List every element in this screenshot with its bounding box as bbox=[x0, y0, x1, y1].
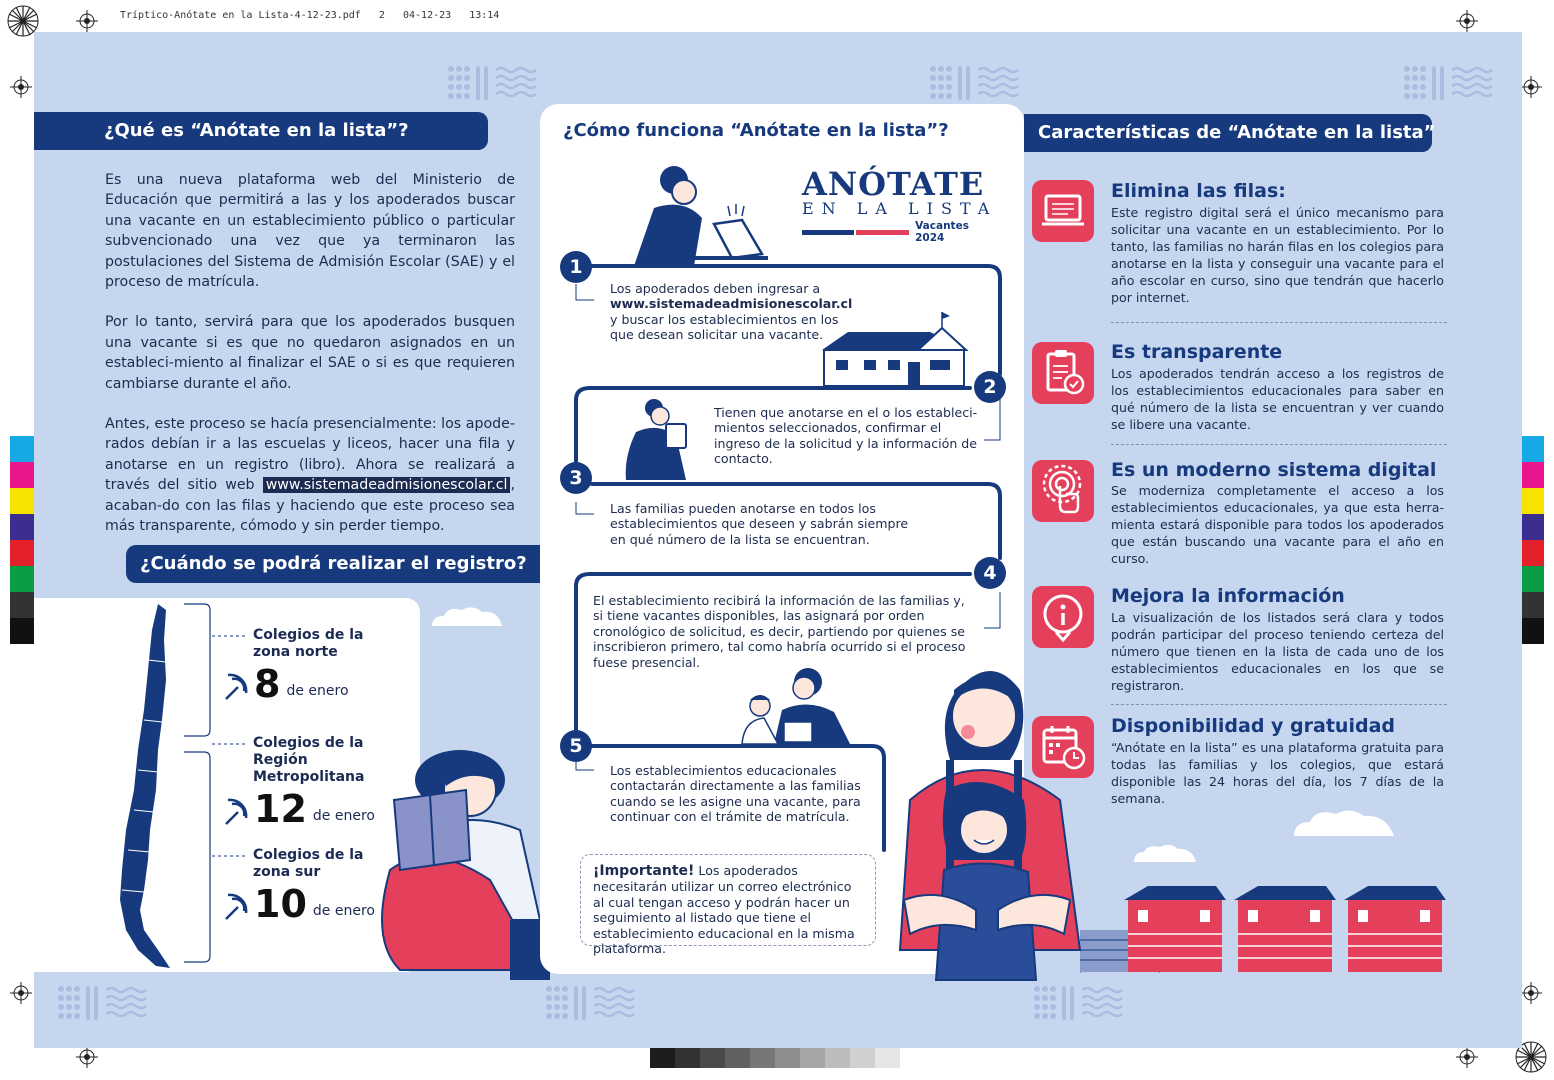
logo-title: ANÓTATE bbox=[802, 165, 985, 203]
school-building-illustration bbox=[818, 310, 974, 388]
cloud-icon bbox=[1290, 806, 1400, 838]
feature-4-icon-box bbox=[1032, 586, 1094, 648]
gray-calibration-strip bbox=[650, 1046, 900, 1068]
info-icon bbox=[1032, 586, 1094, 648]
color-calibration-strip bbox=[1520, 436, 1544, 644]
registration-mark-icon bbox=[1456, 10, 1478, 32]
tap-signal-icon bbox=[222, 796, 248, 828]
zone-day: 12 bbox=[254, 787, 307, 831]
feature-1-text: Este registro digital será el único mecanismo para solicitar una vacante en un establecimiento. Por lo tanto, las familias no harán filas en los colegios para anotarse en la lista y conseguir una vacante para el año escolar en curso, sino que tendrán que hacerlo por internet. bbox=[1111, 205, 1444, 305]
feature-1-icon-box bbox=[1032, 180, 1094, 242]
logo-subtitle: EN LA LISTA bbox=[802, 199, 998, 218]
logo-bar-red bbox=[856, 230, 910, 235]
file-date: 04-12-23 bbox=[402, 10, 452, 21]
step-2-text: Tienen que anotarse en el o los estableci-mientos seleccionados, confirmar el ingreso de la solicitud y la información de contacto. bbox=[714, 405, 978, 467]
chile-map-icon bbox=[104, 600, 184, 972]
feature-2-icon-box bbox=[1032, 342, 1094, 404]
step-1-url[interactable]: www.sistemadeadmisionescolar.cl bbox=[610, 296, 853, 312]
step-2-badge: 2 bbox=[974, 371, 1006, 403]
file-time: 13:14 bbox=[469, 10, 500, 21]
feature-4-text: La visualización de los listados será clara y todos podrán participar del proceso teniendo certeza del número que tienen en la lista de cada uno de los establecimientos educacionales en los que se registraron. bbox=[1111, 610, 1444, 693]
zone-day: 8 bbox=[254, 662, 281, 706]
step-5-badge: 5 bbox=[560, 730, 592, 762]
paragraph-3-start: Antes, este proceso se hacía presencialmente: los apode-rados debían ir a las escuelas y liceos, hacer una fila y anotarse en un registro (libro). Ahora se realizará a través del sitio web bbox=[105, 416, 515, 494]
step-5-text: Los establecimientos educacionales contactarán directamente a las familias cuando se les asigne una vacante, para continuar con el trámite de matrícula. bbox=[610, 763, 861, 825]
registration-mark-icon bbox=[1456, 1046, 1478, 1068]
file-header bbox=[120, 10, 499, 21]
registration-mark-icon bbox=[10, 982, 32, 1004]
woman-tablet-illustration bbox=[622, 396, 698, 484]
cloud-icon bbox=[1130, 842, 1200, 864]
file-name: Tríptico-Anótate en la Lista-4-12-23.pdf bbox=[120, 10, 361, 21]
zone-label: Colegios de la zona sur bbox=[253, 847, 364, 880]
registration-mark-icon bbox=[1520, 982, 1542, 1004]
laptop-icon bbox=[1032, 180, 1094, 242]
tap-signal-icon bbox=[222, 671, 248, 703]
file-page: 2 bbox=[378, 10, 385, 21]
what-is-body bbox=[105, 170, 515, 557]
decorative-pattern-icon bbox=[928, 64, 1022, 102]
feature-4-title: Mejora la información bbox=[1111, 585, 1345, 607]
decorative-pattern-icon bbox=[446, 64, 540, 102]
what-is-paragraph-1: Es una nueva plataforma web del Ministerio de Educación que permitirá a las y los apoderados buscar una vacante en un establecimiento público o particular subvencionado una vez que ya terminaron las postulaciones del Sistema de Admisión Escolar (SAE) y el proceso de matrícula. bbox=[105, 172, 515, 291]
when-heading: ¿Cuándo se podrá realizar el registro? bbox=[126, 545, 540, 583]
step-3-text: Las familias pueden anotarse en todos los establecimientos que deseen y sabrán siempre en qué número de la lista se encuentran. bbox=[610, 501, 909, 547]
zone-month: de enero bbox=[312, 808, 375, 824]
zone-day: 10 bbox=[254, 882, 307, 926]
registration-mark-icon bbox=[10, 76, 32, 98]
registration-mark-icon bbox=[1520, 76, 1542, 98]
zone-month: de enero bbox=[286, 683, 349, 699]
step-3-badge: 3 bbox=[560, 462, 592, 494]
registration-mark-icon bbox=[76, 1046, 98, 1068]
houses-illustration bbox=[1080, 884, 1450, 976]
feature-2-text: Los apoderados tendrán acceso a los registros de los establecimientos educacionales para saber en qué número de la lista se encuentran y ver cuando se libere una vacante. bbox=[1111, 366, 1444, 432]
website-link[interactable]: www.sistemadeadmisionescolar.cl bbox=[263, 477, 511, 493]
mother-daughter-illustration bbox=[880, 650, 1100, 1000]
feature-separator bbox=[1111, 704, 1447, 705]
logo-bar-blue bbox=[802, 230, 854, 235]
parent-child-illustration bbox=[734, 660, 858, 746]
feature-separator bbox=[1111, 322, 1447, 323]
zone-label: Colegios de la Región Metropolitana bbox=[253, 735, 365, 785]
important-label: ¡Importante! bbox=[593, 863, 695, 879]
zone-month: de enero bbox=[312, 903, 375, 919]
cloud-icon bbox=[428, 604, 508, 628]
color-calibration-strip bbox=[10, 436, 34, 644]
step-1-text bbox=[610, 281, 853, 343]
girl-reading-illustration bbox=[370, 690, 560, 990]
step-1-badge: 1 bbox=[560, 251, 592, 283]
zone-label: Colegios de la zona norte bbox=[253, 627, 364, 660]
feature-separator bbox=[1111, 444, 1447, 445]
what-is-paragraph-3 bbox=[105, 414, 515, 536]
important-note bbox=[580, 854, 876, 957]
features-heading: Características de “Anótate en la lista” bbox=[1024, 114, 1432, 152]
feature-1-title: Elimina las filas: bbox=[1111, 180, 1286, 202]
feature-5-text: “Anótate en la lista” es una plataforma gratuita para todas las familias y los colegios, que estará disponible las 24 horas del día, los 7 días de la semana. bbox=[1111, 740, 1444, 806]
anotate-logo bbox=[802, 165, 998, 244]
feature-3-title: Es un moderno sistema digital bbox=[1111, 459, 1437, 481]
important-text: Los apoderados necesitarán utilizar un correo electrónico al cual tengan acceso y podrán hacer un seguimiento al listado que tiene el establecimiento educacional en la misma plataforma. bbox=[593, 863, 855, 957]
logo-tagline: Vacantes 2024 bbox=[915, 220, 969, 244]
tap-signal-icon bbox=[222, 891, 248, 923]
step-1-outro: y buscar los establecimientos en los que desean solicitar una vacante. bbox=[610, 311, 839, 343]
paragraph-3-end: , acaban-do con las filas y haciendo que este proceso sea más transparente, cómodo y sin perder tiempo. bbox=[105, 477, 515, 535]
feature-5-title: Disponibilidad y gratuidad bbox=[1111, 715, 1395, 737]
registration-mark-icon bbox=[76, 10, 98, 32]
feature-2-title: Es transparente bbox=[1111, 341, 1283, 363]
feature-3-text: Se moderniza completamente el acceso a los establecimientos educacionales, ya que esta herra-mienta estará disponible para todos los apoderados que están buscando una vacante para el año en curso. bbox=[1111, 483, 1444, 566]
touch-tap-icon bbox=[1032, 460, 1094, 522]
clipboard-check-icon bbox=[1032, 342, 1094, 404]
decorative-pattern-icon bbox=[1402, 64, 1496, 102]
step-4-badge: 4 bbox=[974, 557, 1006, 589]
feature-3-icon-box bbox=[1032, 460, 1094, 522]
what-is-heading: ¿Qué es “Anótate en la lista”? bbox=[34, 112, 488, 150]
how-it-works-heading: ¿Cómo funciona “Anótate en la lista”? bbox=[563, 120, 949, 141]
step-1-intro: Los apoderados deben ingresar a bbox=[610, 281, 821, 296]
what-is-paragraph-2: Por lo tanto, servirá para que los apoderados busquen una vacante si es que no quedaron asignados en un estableci-miento al finalizar el SAE o si es que requieren cambiarse durante el año. bbox=[105, 314, 515, 392]
step-4-text: El establecimiento recibirá la información de las familias y, si tiene vacantes disponibles, las asignará por orden cronológico de solicitud, es decir, partiendo por quienes se inscribieron primero, tal como habría ocurrido si el proceso fuese presencial. bbox=[593, 593, 966, 670]
decorative-pattern-icon bbox=[56, 984, 150, 1022]
